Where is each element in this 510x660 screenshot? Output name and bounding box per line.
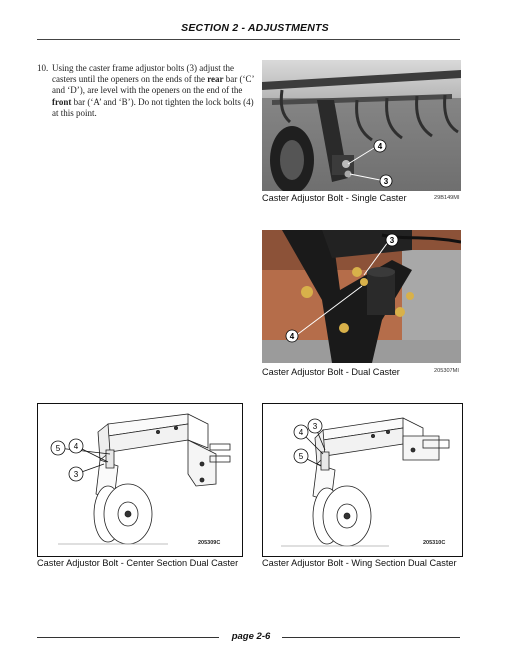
step-emphasis: rear [207, 74, 224, 85]
callout-5-label: 5 [298, 452, 304, 461]
dual-caster-photo-image [262, 230, 461, 363]
callout-4-label: 4 [289, 332, 295, 341]
figure-code: 29B149MI [434, 195, 460, 201]
callout-5-label: 5 [55, 444, 61, 453]
figure-caption: Caster Adjustor Bolt - Dual Caster [262, 367, 400, 377]
callout-3-label: 3 [73, 470, 79, 479]
step-emphasis: front [52, 96, 72, 107]
section-title: SECTION 2 - ADJUSTMENTS [181, 22, 329, 34]
callout-4-label: 4 [377, 142, 383, 151]
figure-caption: Caster Adjustor Bolt - Single Caster [262, 193, 407, 203]
step-text-segment: Using the caster frame adjustor bolts (3) adjust the casters until the openers on the ends of the [52, 63, 234, 85]
wing-section-diagram [262, 403, 463, 557]
footer-divider-left [37, 637, 219, 638]
footer-divider-right [282, 637, 460, 638]
figure-caption: Caster Adjustor Bolt - Center Section Dual Caster [37, 558, 239, 568]
figure-code: 205307MI [434, 368, 459, 374]
header-divider [37, 39, 460, 40]
single-caster-photo [262, 60, 461, 191]
step-number: 10. [37, 63, 49, 73]
step-text-segment: bar (‘C’ and ‘D’), are level with the openers on the end of the [52, 74, 254, 96]
callout-3-label: 3 [312, 422, 318, 431]
step-10-instruction [37, 63, 257, 119]
center-section-diagram [37, 403, 243, 557]
step-text-segment: bar (‘A’ and ‘B’). Do not tighten the lock bolts (4) at this point. [52, 96, 254, 118]
diagram-code: 205309C [198, 540, 221, 546]
callout-4-label: 4 [73, 442, 79, 451]
page-number: page 2-6 [231, 631, 271, 642]
step-text [52, 63, 257, 119]
dual-caster-photo [262, 230, 461, 363]
callout-4-label: 4 [298, 428, 304, 437]
callout-3-label: 3 [383, 177, 389, 186]
single-caster-photo-image [262, 60, 461, 191]
callout-3-label: 3 [389, 236, 395, 245]
figure-caption: Caster Adjustor Bolt - Wing Section Dual Caster [262, 558, 457, 568]
center-section-diagram-image [38, 404, 242, 556]
diagram-code: 205310C [423, 540, 446, 546]
wing-section-diagram-image [263, 404, 462, 556]
